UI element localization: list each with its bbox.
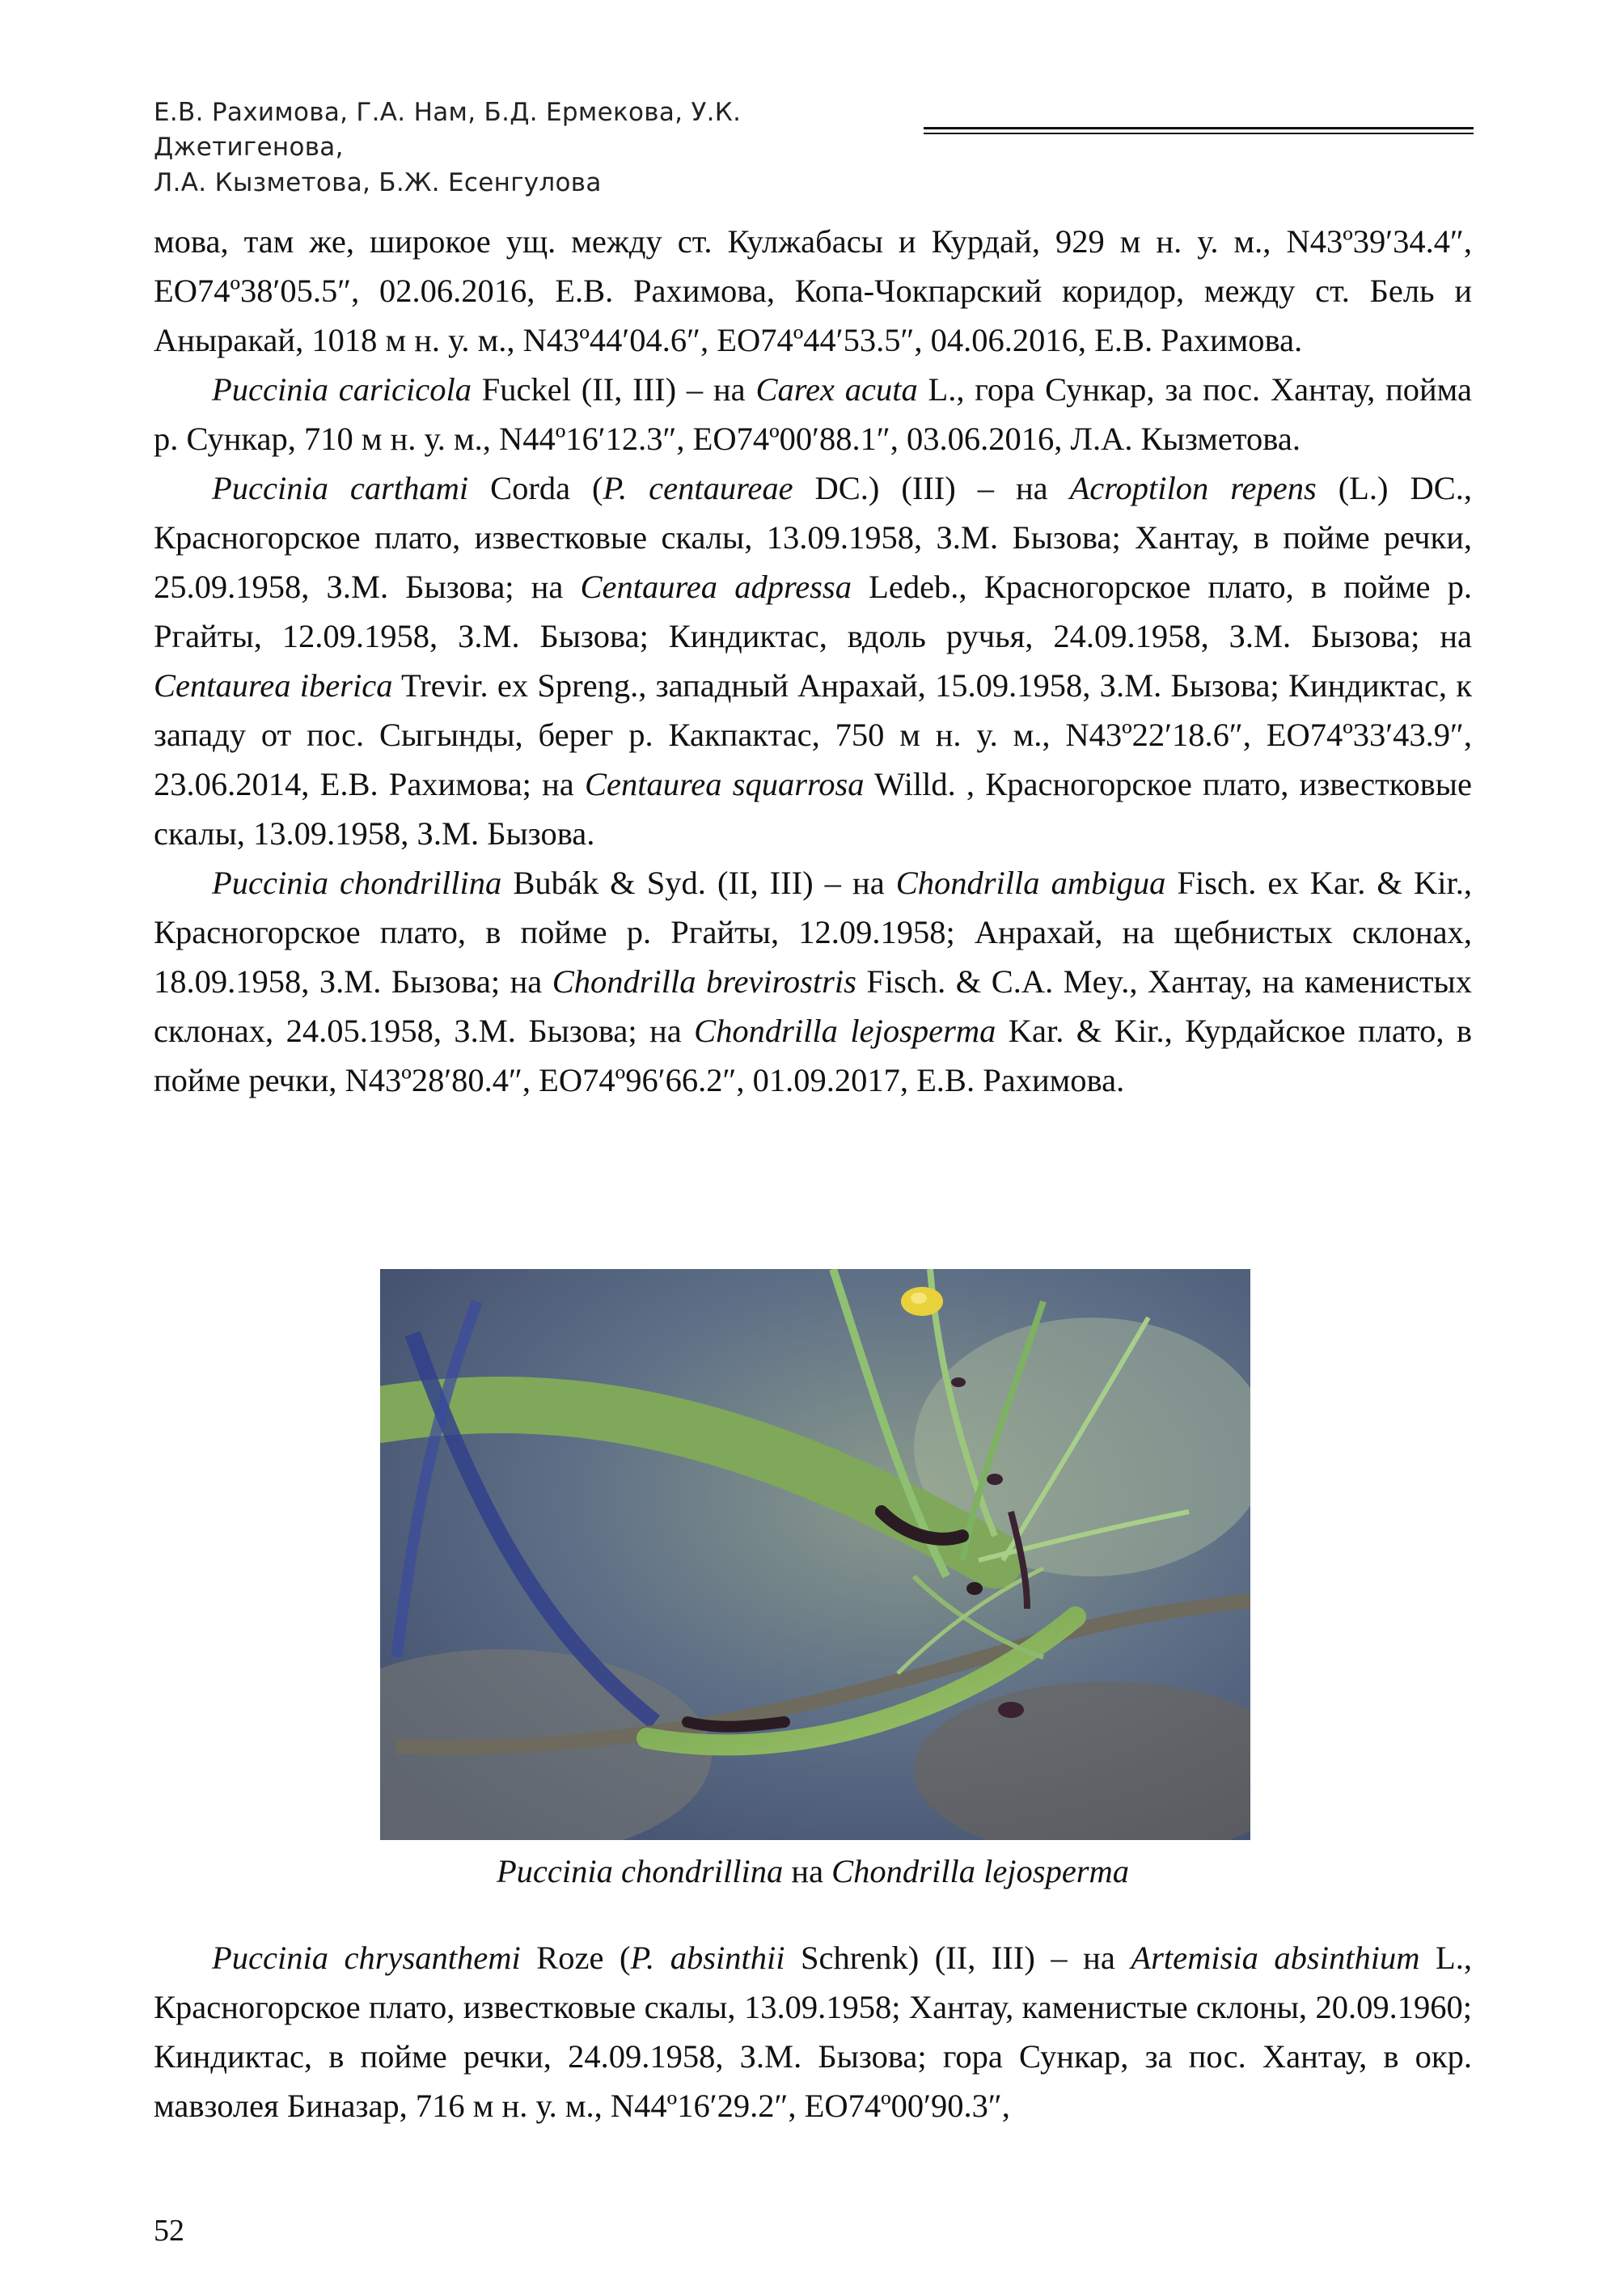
plant-photo-illustration	[380, 1269, 1250, 1840]
paragraph-puccinia-chondrillina: Puccinia chondrillina Bubák & Syd. (II, III) – на Chondrilla ambigua Fisch. ex Kar. & Kir., Красногорское плато, в пойме р. Ргайты, 12.09.1958; Анрахай, на щебнистых склонах, 18.09.1958, З.М. Бызова; на Chondrilla brevirostris Fisch. & C.A. Mey., Хантау, на каменистых склонах, 24.05.1958, З.М. Бызова; на Chondrilla lejosperma Kar. & Kir., Курдайское плато, в пойме речки, N43º28′80.4″, ЕО74º96′66.2″, 01.09.2017, Е.В. Рахимова.	[154, 865, 1473, 1098]
host-name: Centaurea iberica	[154, 667, 393, 704]
species-name: Puccinia carthami	[212, 470, 469, 506]
page-number: 52	[154, 2214, 184, 2248]
synonym-name: P. absinthii	[630, 1940, 785, 1976]
header-authors-line-1: Е.В. Рахимова, Г.А. Нам, Б.Д. Ермекова, У.К. Джетигенова,	[154, 98, 742, 163]
paragraph-puccinia-carthami: Puccinia carthami Corda (P. centaureae DC.) (III) – на Acroptilon repens (L.) DC., Красногорское плато, известковые скалы, 13.09.1958, З.М. Бызова; Хантау, в пойме речки, 25.09.1958, З.М. Бызова; на Centaurea adpressa Ledeb., Красногорское плато, в пойме р. Ргайты, 12.09.1958, З.М. Бызова; Киндиктас, вдоль ручья, 24.09.1958, З.М. Бызова; на Centaurea iberica Trevir. ex Spreng., западный Анрахай, 15.09.1958, З.М. Бызова; Киндиктас, к западу от пос. Сыгынды, берег р. Какпактас, 750 м н. у. м., N43º22′18.6″, ЕО74º33′43.9″, 23.06.2014, Е.В. Рахимова; на Centaurea squarrosa Willd. , Красногорское плато, известковые скалы, 13.09.1958, З.М. Бызова.	[154, 470, 1473, 852]
running-header	[154, 95, 882, 201]
figure-photo	[380, 1269, 1250, 1840]
paragraph-puccinia-chrysanthemi: Puccinia chrysanthemi Roze (P. absinthii Schrenk) (II, III) – на Artemisia absinthium L., Красногорское плато, известковые скалы, 13.09.1958; Хантау, каменистые склоны, 20.09.1960; Киндиктас, в пойме речки, 24.09.1958, З.М. Бызова; гора Сункар, за пос. Хантау, в окр. мавзолея Биназар, 716 м н. у. м., N44º16′29.2″, ЕО74º00′90.3″,	[154, 1940, 1472, 2124]
text-block-top	[154, 217, 1472, 1105]
host-name: Artemisia absinthium	[1131, 1940, 1420, 1976]
caption-host: Chondrilla lejosperma	[831, 1853, 1130, 1889]
header-rule	[924, 127, 1474, 134]
species-name: Puccinia chondrillina	[212, 865, 502, 901]
figure-caption: Puccinia chondrillina на Chondrilla lejosperma	[496, 1853, 1130, 1889]
host-name: Centaurea squarrosa	[585, 766, 865, 802]
paragraph-continued: мова, там же, широкое ущ. между ст. Кулжабасы и Курдай, 929 м н. у. м., N43º39′34.4″, ЕО74º38′05.5″, 02.06.2016, Е.В. Рахимова, Копа-Чокпарский коридор, между ст. Бель и Аныракай, 1018 м н. у. м., N43º44′04.6″, ЕО74º44′53.5″, 04.06.2016, Е.В. Рахимова.	[154, 223, 1472, 358]
header-authors-line-2: Л.А. Кызметова, Б.Ж. Есенгулова	[154, 167, 602, 197]
species-name: Puccinia caricicola	[212, 371, 472, 408]
host-name: Carex acuta	[755, 371, 918, 408]
synonym-name: P. centaureae	[603, 470, 793, 506]
paragraph-puccinia-caricicola: Puccinia caricicola Fuckel (II, III) – на Carex acuta L., гора Сункар, за пос. Хантау, пойма р. Сункар, 710 м н. у. м., N44º16′12.3″, ЕО74º00′88.1″, 03.06.2016, Л.А. Кызметова.	[154, 371, 1472, 457]
species-name: Puccinia chrysanthemi	[212, 1940, 521, 1976]
host-name: Centaurea adpressa	[580, 569, 852, 605]
host-name: Chondrilla brevirostris	[552, 963, 856, 1000]
host-name: Chondrilla lejosperma	[694, 1013, 996, 1049]
caption-species: Puccinia chondrillina	[496, 1853, 784, 1889]
host-name: Acroptilon repens	[1069, 470, 1317, 506]
text-block-bottom	[154, 1933, 1472, 2130]
host-name: Chondrilla ambigua	[895, 865, 1166, 901]
